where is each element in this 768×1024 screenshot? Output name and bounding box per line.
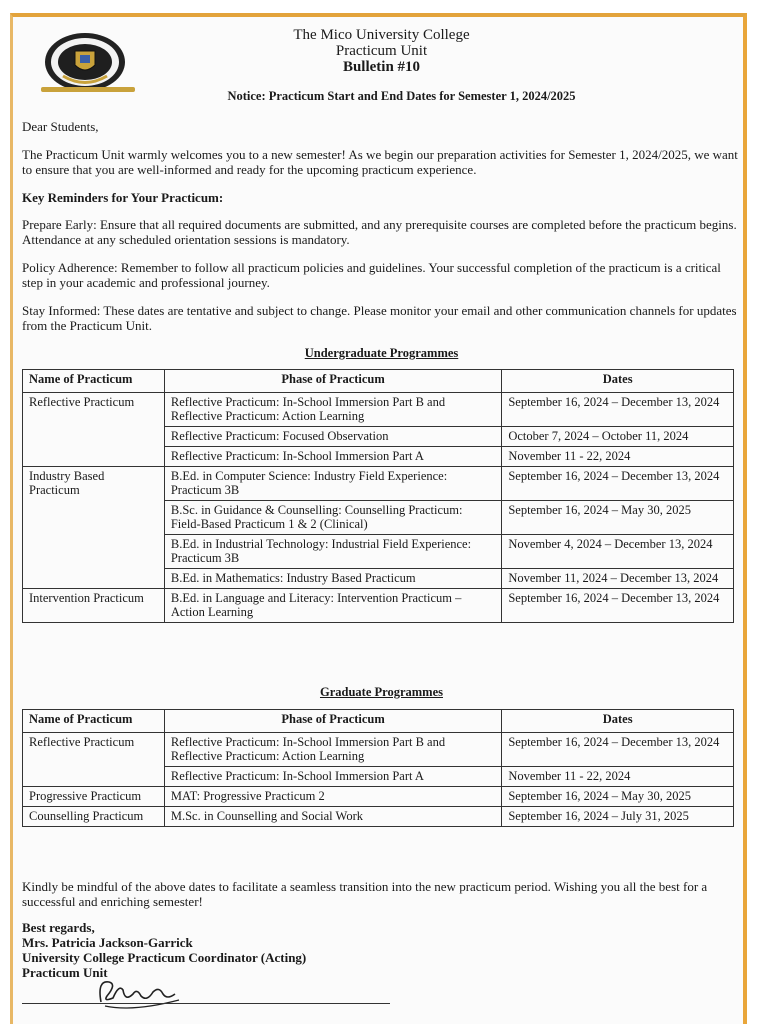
bulletin-number: Bulletin #10 (342, 59, 421, 75)
table-row (23, 589, 734, 623)
dates-cell: September 16, 2024 – May 30, 2025 (502, 501, 734, 535)
phase-cell: B.Ed. in Mathematics: Industry Based Practicum (164, 569, 501, 589)
header-name-of-practicum: Name of Practicum (23, 710, 165, 733)
dates-cell: November 11 - 22, 2024 (502, 447, 734, 467)
phase-cell: M.Sc. in Counselling and Social Work (164, 807, 501, 827)
table-header-row (23, 710, 734, 733)
table-row (23, 807, 734, 827)
undergraduate-title: Undergraduate Programmes (304, 346, 459, 360)
dates-cell: November 11 - 22, 2024 (502, 767, 734, 787)
practicum-name-cell: Counselling Practicum (23, 807, 165, 827)
undergraduate-table (22, 369, 734, 623)
reminders-heading: Key Reminders for Your Practicum: (22, 190, 224, 205)
table-header-row (23, 370, 734, 393)
phase-cell: B.Ed. in Computer Science: Industry Field Experience: Practicum 3B (164, 467, 501, 501)
unit-name: Practicum Unit (335, 43, 428, 59)
dates-cell: October 7, 2024 – October 11, 2024 (502, 427, 734, 447)
practicum-name-cell: Progressive Practicum (23, 787, 165, 807)
greeting: Dear Students, (22, 119, 99, 134)
phase-cell: Reflective Practicum: Focused Observation (164, 427, 501, 447)
header-dates: Dates (502, 370, 734, 393)
institution-name: The Mico University College (293, 27, 470, 43)
header-phase-of-practicum: Phase of Practicum (164, 710, 501, 733)
dates-cell: September 16, 2024 – December 13, 2024 (502, 467, 734, 501)
graduate-title: Graduate Programmes (319, 685, 443, 699)
phase-cell: B.Sc. in Guidance & Counselling: Counselling Practicum: Field-Based Practicum 1 & 2 (Clinical) (164, 501, 501, 535)
table-row (23, 733, 734, 767)
header (13, 27, 750, 75)
practicum-name-cell: Reflective Practicum (23, 733, 165, 787)
table-row (23, 467, 734, 501)
handwritten-signature (93, 972, 183, 1012)
phase-cell: Reflective Practicum: In-School Immersion Part A (164, 447, 501, 467)
header-phase-of-practicum: Phase of Practicum (164, 370, 501, 393)
reminder-prepare-early: Prepare Early: Ensure that all required documents are submitted, and any prerequisite courses are completed before the practicum begins. Attendance at any scheduled orientation sessions is mandatory. (22, 217, 737, 247)
phase-cell: B.Ed. in Industrial Technology: Industrial Field Experience: Practicum 3B (164, 535, 501, 569)
dates-cell: September 16, 2024 – December 13, 2024 (502, 393, 734, 427)
table-row (23, 393, 734, 427)
dates-cell: September 16, 2024 – December 13, 2024 (502, 733, 734, 767)
reminder-policy-adherence: Policy Adherence: Remember to follow all practicum policies and guidelines. Your successful completion of the practicum is a critical step in your academic and professional journey. (22, 260, 721, 290)
notice-title: Notice: Practicum Start and End Dates for Semester 1, 2024/2025 (227, 89, 576, 103)
phase-cell: B.Ed. in Language and Literacy: Intervention Practicum – Action Learning (164, 589, 501, 623)
dates-cell: September 16, 2024 – May 30, 2025 (502, 787, 734, 807)
header-dates: Dates (502, 710, 734, 733)
header-name-of-practicum: Name of Practicum (23, 370, 165, 393)
dates-cell: November 4, 2024 – December 13, 2024 (502, 535, 734, 569)
graduate-table (22, 709, 734, 827)
bulletin-page (10, 13, 747, 1024)
practicum-name-cell: Intervention Practicum (23, 589, 165, 623)
intro-paragraph: The Practicum Unit warmly welcomes you to a new semester! As we begin our preparation activities for Semester 1, 2024/2025, we want to ensure that you are well-informed and ready for the upcoming practicum experience. (22, 147, 738, 177)
table-row (23, 787, 734, 807)
dates-cell: November 11, 2024 – December 13, 2024 (502, 569, 734, 589)
closing-paragraph: Kindly be mindful of the above dates to facilitate a seamless transition into the new practicum period. Wishing you all the best for a successful and enriching semester! (22, 879, 708, 909)
phase-cell: Reflective Practicum: In-School Immersion Part B and Reflective Practicum: Action Learning (164, 393, 501, 427)
phase-cell: MAT: Progressive Practicum 2 (164, 787, 501, 807)
practicum-name-cell: Reflective Practicum (23, 393, 165, 467)
phase-cell: Reflective Practicum: In-School Immersion Part A (164, 767, 501, 787)
phase-cell: Reflective Practicum: In-School Immersion Part B and Reflective Practicum: Action Learning (164, 733, 501, 767)
signature-line (22, 1003, 390, 1004)
reminder-stay-informed: Stay Informed: These dates are tentative and subject to change. Please monitor your email and other communication channels for updates from the Practicum Unit. (22, 303, 737, 333)
dates-cell: September 16, 2024 – July 31, 2025 (502, 807, 734, 827)
signer-unit: Practicum Unit (22, 965, 108, 980)
signer-title: University College Practicum Coordinator (Acting) (22, 950, 307, 965)
dates-cell: September 16, 2024 – December 13, 2024 (502, 589, 734, 623)
regards: Best regards, (22, 920, 95, 935)
practicum-name-cell: Industry Based Practicum (23, 467, 165, 589)
signer-name: Mrs. Patricia Jackson-Garrick (22, 935, 193, 950)
signature-block (22, 920, 306, 980)
